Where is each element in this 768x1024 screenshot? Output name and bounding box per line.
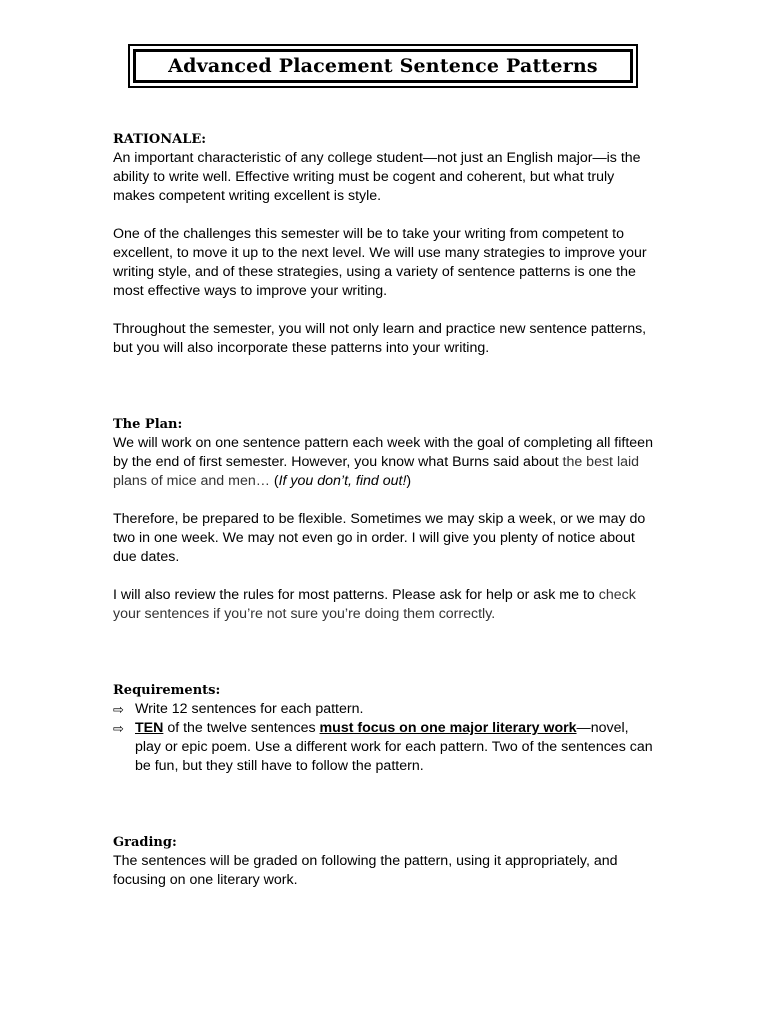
arrow-bullet-icon: ⇨ (113, 721, 124, 736)
find-out-note: If you don’t, find out! (278, 473, 407, 489)
plan-paragraph-3 (113, 586, 658, 624)
requirement-1-text: Write 12 sentences for each pattern. (135, 701, 364, 717)
arrow-bullet-icon: ⇨ (113, 702, 124, 717)
requirement-2-text-a: of the twelve sentences (163, 720, 320, 736)
rationale-paragraph-2: One of the challenges this semester will be to take your writing from competent to excellent, to move it up to the next level. We will use many strategies to improve your writing style, and of these strategies, using a variety of sentence patterns is one the most effective ways to improve your writing. (113, 226, 647, 299)
burns-quote: the best laid plans of mice and men… (113, 454, 640, 489)
requirement-2-text-b: —novel, play or epic poem. Use a different work for each pattern. Two of the sentences can be fun, but they still have to follow the pattern. (135, 720, 653, 774)
title-box (128, 44, 638, 88)
requirement-2-focus: must focus on one major literary work (319, 720, 577, 736)
rationale-paragraph-3: Throughout the semester, you will not only learn and practice new sentence patterns, but you will also incorporate these patterns into your writing. (113, 321, 647, 356)
grading-paragraph: The sentences will be graded on following the pattern, using it appropriately, and focusing on one literary work. (113, 853, 618, 888)
requirements-section (113, 681, 658, 776)
list-item (113, 700, 658, 719)
grading-section (113, 833, 658, 890)
plan-paragraph-1-text: We will work on one sentence pattern each week with the goal of completing all fifteen by the end of first semester. However, you know what Burns said about (113, 435, 653, 470)
requirements-heading: Requirements: (113, 683, 221, 698)
rationale-heading: RATIONALE: (113, 132, 207, 147)
requirement-2-ten: TEN (135, 720, 164, 736)
paren-close: ) (406, 473, 412, 489)
document-body (113, 130, 658, 890)
title-box-inner (134, 50, 632, 82)
document-title: Advanced Placement Sentence Patterns (168, 55, 598, 77)
rationale-paragraph-1: An important characteristic of any college student—not just an English major—is the ability to write well. Effective writing must be cogent and coherent, but what truly makes competent writing excellent is style. (113, 150, 641, 204)
plan-paragraph-1 (113, 434, 658, 491)
grading-heading: Grading: (113, 835, 177, 850)
list-item (113, 719, 658, 776)
plan-paragraph-3-text: I will also review the rules for most patterns. Please ask for help or ask me to (113, 587, 599, 603)
plan-paragraph-2: Therefore, be prepared to be flexible. Sometimes we may skip a week, or we may do two in one week. We may not even go in order. I will give you plenty of notice about due dates. (113, 511, 646, 565)
rationale-section (113, 130, 658, 358)
requirements-list (113, 700, 658, 776)
paren-open: ( (273, 473, 279, 489)
plan-paragraph-3-soft: check your sentences if you’re not sure you’re doing them correctly. (113, 587, 636, 622)
plan-heading: The Plan: (113, 417, 183, 432)
plan-section (113, 415, 658, 624)
